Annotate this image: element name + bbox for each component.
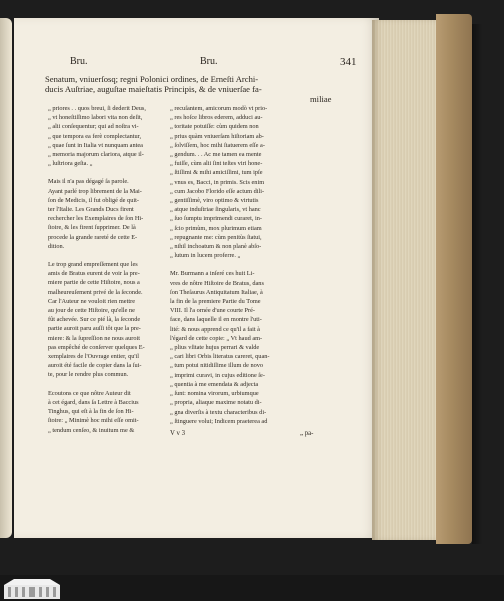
text-line: l'égard de cette copie: „ Vt haud am- — [170, 334, 263, 342]
text-line: „ gna diverſis à textu characteribus di- — [170, 408, 267, 416]
text-line: ſtoire, & les firent ſupprimer. De là — [48, 224, 136, 232]
text-line: Le trop grand empreſſement que les — [48, 261, 138, 269]
text-line: „ quentia à me emendata & adjecta — [170, 380, 259, 388]
text-line: „ toritate potuiſſe: cùm quidem non — [170, 123, 259, 131]
text-line: „ repugnante me: cùm penitùs ſtatui, — [170, 233, 262, 241]
text-line: partie auroit paru auſſi tôt que la pre- — [48, 325, 141, 333]
text-line: „ imprimi curavi, in cujus editione ſe- — [170, 371, 265, 379]
text-line: VIII. Il l'a ornée d'une courte Pré- — [170, 307, 255, 315]
catchword: „ pa- — [300, 430, 314, 437]
text-line: Ecoutons ce que nôtre Auteur dit — [48, 389, 131, 397]
text-line: „ fuiſſe, cùm alii ſint teſtes viri hone- — [170, 160, 263, 168]
text-line: dition. — [48, 242, 65, 250]
text-line: „ gendum. . . Ac me tamen ea mente — [170, 151, 262, 159]
book-cover-board — [436, 14, 472, 544]
text-line: au jour de cette Hiſtoire, qu'elle ne — [48, 307, 135, 315]
right-text-column — [170, 104, 335, 426]
text-line: fût achevée. Sur ce pié là, la ſeconde — [48, 316, 141, 324]
text-line: Car l'Auteur ne vouloit rien mettre — [48, 297, 135, 305]
text-line: „ priores . . quos breui, ſi dederit Deus, — [48, 105, 146, 112]
text-line: auroit été facile de copier dans la ſui- — [48, 362, 142, 370]
text-line: miere: & la ſupreſſion ne nous auroit — [48, 334, 140, 342]
text-line: rechercher les Exemplaires de ſon Hi- — [48, 215, 144, 223]
text-line: Ayant parlé trop librement de la Mai- — [48, 187, 142, 195]
text-line: „ memoria majorum clariora, atque il- — [48, 151, 144, 159]
text-line: ſon de Medicis, il fut obligé de quit- — [48, 196, 139, 204]
left-text-column — [48, 104, 163, 435]
text-line: „ ſunt: nomina virorum, urbiumque — [170, 390, 259, 398]
text-line: „ vnus es, Bacci, in primis. Scis enim — [170, 178, 265, 186]
cover-shadow — [472, 24, 482, 544]
text-line: „ ſolviſſem, hoc mihi ſtatuerem eſſe a- — [170, 141, 265, 149]
text-line: la fin de la premiere Partie du Tome — [170, 298, 261, 306]
text-line: „ lutum in lucem proferre. „ — [170, 252, 241, 260]
text-line: procede la grande rareté de cette E- — [48, 233, 138, 241]
text-line: pas empêché de conſerver quelques E- — [48, 343, 145, 351]
text-line: te, pour le rendre plus commun. — [48, 371, 129, 379]
text-line: „ recuſantem, amicorum modò vt prio- — [170, 105, 268, 112]
text-line: „ cari libri Orbis literatus careret, quan- — [170, 353, 270, 361]
paragraph-gap — [170, 260, 335, 269]
text-line: miere partie de cette Hiſtoire, nous a — [48, 279, 140, 287]
text-line: „ que tempora ea ferè complectantur, — [48, 132, 142, 140]
text-line: „ quae ſunt in Italia vt nunquam antea — [48, 141, 143, 149]
title-line: miliae — [310, 94, 332, 104]
signature-mark: V v 3 — [170, 430, 185, 437]
running-head-center: Bru. — [200, 56, 218, 67]
text-line: Tinghus, qui eſt à la fin de ſon Hi- — [48, 408, 134, 416]
text-line: „ ſtinguere volui; Indicem praeterea ad — [170, 417, 268, 425]
text-line: „ nihil inchoatum & non planè abſo- — [170, 243, 262, 251]
text-line: vres de nôtre Hiſtoire de Bratus, dans — [170, 279, 264, 287]
paragraph-gap — [48, 251, 163, 260]
text-line: ſtoire: „ Minimè hoc mihi eſſe omit- — [48, 417, 139, 425]
paragraph-gap — [48, 168, 163, 177]
text-line: Mr. Burmann a inſeré ces huit Li- — [170, 270, 255, 278]
text-line: „ prius quàm vniuerſam hiſtoriam ab- — [170, 132, 264, 140]
title-line: ducis Auſtriae, auguſtae maieſtatis Principis, & de vniuerſae fa- — [45, 84, 262, 94]
text-line: face, dans laquelle il en montre l'uti- — [170, 316, 262, 324]
text-line: malheureuſement privé de la ſeconde. — [48, 288, 143, 296]
text-line: „ res hoſce libros ederem, adduci au- — [170, 114, 263, 122]
text-line: „ propria, aliaque maxime notatu di- — [170, 399, 262, 407]
running-head-left: Bru. — [70, 56, 88, 67]
text-line: „ tendum cenſeo, & inuitum me & — [48, 426, 135, 434]
text-line: „ ſuo ſumptu imprimendi curaret, in- — [170, 215, 262, 223]
viewer-footer — [0, 575, 504, 601]
text-line: xemplaires de l'Ouvrage entier, qu'il — [48, 353, 140, 361]
text-line: „ ſtiſſimi & mihi amiciſſimi, tum ipſe — [170, 169, 263, 177]
text-line: „ vt honeſtiſſimo labori vita non deſit, — [48, 114, 143, 122]
library-building-icon — [4, 577, 60, 599]
text-line: Mais il n'a pas dégagé ſa parole. — [48, 178, 129, 186]
text-line: „ ſcio primùm, mox plurimum etiam — [170, 224, 262, 232]
text-line: ter l'Italie. Les Grands Ducs firent — [48, 206, 134, 214]
title-line: Senatum, vniuerſosq; regni Polonici ordines, de Erneſti Archi- — [45, 74, 259, 84]
text-line: „ luſtriora geſta. „ — [48, 160, 93, 168]
book-fore-edge — [372, 20, 436, 540]
text-line: à cet égard, dans ſa Lettre à Baccius — [48, 398, 139, 406]
text-line: „ cum Jacobo Florido eſſe actum dili- — [170, 187, 265, 195]
facing-page-edge — [0, 18, 12, 538]
text-line: „ atque induſtriae ſingularis, vt hanc — [170, 206, 261, 214]
text-line: ſon Theſaurus Antiquitatum Italiae, à — [170, 288, 263, 296]
text-line: „ tum potui nitidiſſime illum de novo — [170, 362, 264, 370]
text-line: „ gentiſſimè, viro optimo & virtutis — [170, 197, 259, 205]
page-number: 341 — [340, 56, 357, 68]
text-line: lité: & nous apprend ce qu'il a fait à — [170, 325, 260, 333]
text-line: amis de Bratus eurent de voir la pre- — [48, 270, 140, 278]
text-line: „ alii conſequentur; qui ad noſtra vi- — [48, 123, 139, 131]
paragraph-gap — [48, 380, 163, 389]
text-line: „ plius vſitate hujus perrari & valde — [170, 344, 260, 352]
